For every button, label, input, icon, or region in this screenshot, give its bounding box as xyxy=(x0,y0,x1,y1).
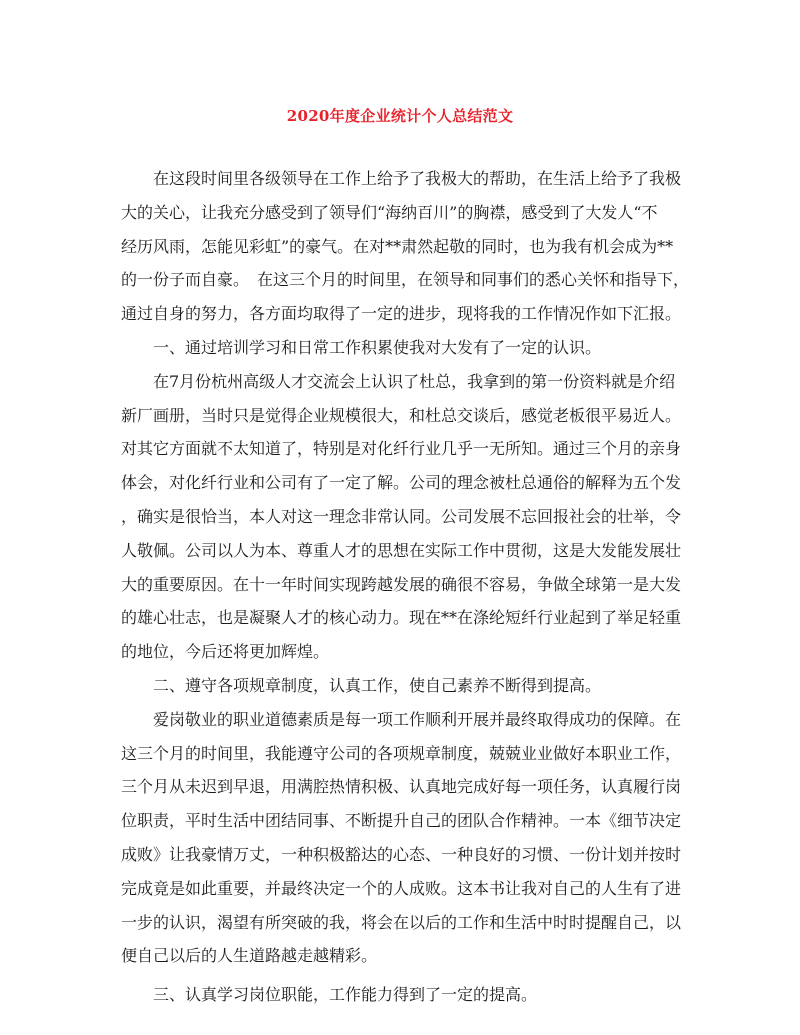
document-body xyxy=(121,162,691,1012)
body-line: 的雄心壮志，也是凝聚人才的核心动力。现在**在涤纶短纤行业起到了举足轻重 xyxy=(121,608,682,628)
body-line: 经历风雨，怎能见彩虹”的豪气。在对**肃然起敬的同时，也为我有机会成为** xyxy=(121,236,674,256)
body-line: 大的重要原因。在十一年时间实现跨越发展的确很不容易，争做全球第一是大发 xyxy=(121,574,682,594)
section-heading-3: 三、认真学习岗位职能，工作能力得到了一定的提高。 xyxy=(121,985,538,1005)
section-heading-1: 一、通过培训学习和日常工作积累使我对大发有了一定的认识。 xyxy=(121,337,602,357)
body-line: 对其它方面就不太知道了，特别是对化纤行业几乎一无所知。通过三个月的亲身 xyxy=(121,439,682,459)
body-line: 一步的认识，渴望有所突破的我，将会在以后的工作和生活中时时提醒自己，以 xyxy=(121,912,682,932)
document-title: 2020年度企业统计个人总结范文 xyxy=(286,107,514,125)
body-line: 新厂画册，当时只是觉得企业规模很大，和杜总交谈后，感觉老板很平易近人。 xyxy=(121,405,682,425)
body-line: 爱岗敬业的职业道德素质是每一项工作顺利开展并最终取得成功的保障。在 xyxy=(121,709,682,729)
body-line: 的地位，今后还将更加辉煌。 xyxy=(121,642,330,662)
body-line: 的一份子而自豪。 在这三个月的时间里，在领导和同事们的悉心关怀和指导下， xyxy=(121,270,690,290)
body-line: 人敬佩。公司以人为本、尊重人才的思想在实际工作中贯彻，这是大发能发展壮 xyxy=(121,540,682,560)
body-line: 位职责，平时生活中团结同事、不断提升自己的团队合作精神。一本《细节决定 xyxy=(121,811,682,831)
body-line: 完成竟是如此重要，并最终决定一个的人成败。这本书让我对自己的人生有了进 xyxy=(121,878,682,898)
body-line: 体会，对化纤行业和公司有了一定了解。公司的理念被杜总通俗的解释为五个发 xyxy=(121,473,682,493)
body-line: 通过自身的努力，各方面均取得了一定的进步，现将我的工作情况作如下汇报。 xyxy=(121,304,682,324)
section-heading-2: 二、遵守各项规章制度，认真工作，使自己素养不断得到提高。 xyxy=(121,675,602,695)
body-line: ，确实是很恰当，本人对这一理念非常认同。公司发展不忘回报社会的壮举，令 xyxy=(121,506,682,526)
body-line: 大的关心，让我充分感受到了领导们“海纳百川”的胸襟，感受到了大发人“不 xyxy=(121,202,658,222)
body-line: 这三个月的时间里，我能遵守公司的各项规章制度，兢兢业业做好本职业工作， xyxy=(121,743,682,763)
body-line: 在这段时间里各级领导在工作上给予了我极大的帮助，在生活上给予了我极 xyxy=(121,169,682,188)
body-line: 三个月从未迟到早退，用满腔热情积极、认真地完成好每一项任务，认真履行岗 xyxy=(121,777,682,797)
body-line: 在7月份杭州高级人才交流会上认识了杜总，我拿到的第一份资料就是介绍 xyxy=(121,371,676,391)
body-line: 成败》让我豪情万丈，一种积极豁达的心态、一种良好的习惯、一份计划并按时 xyxy=(121,844,682,864)
body-line: 便自己以后的人生道路越走越精彩。 xyxy=(121,946,378,966)
